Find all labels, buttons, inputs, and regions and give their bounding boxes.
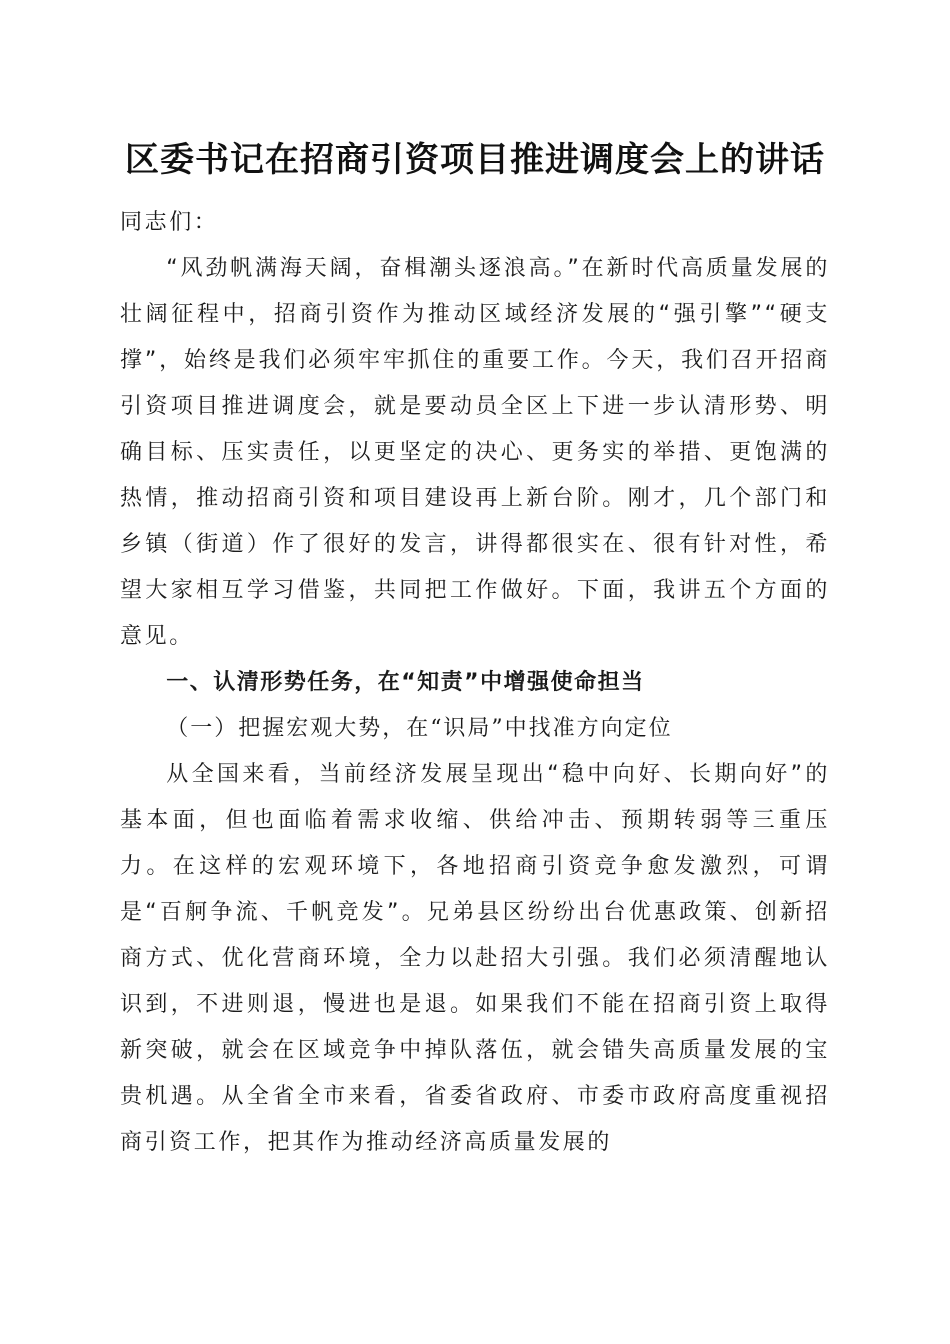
subsection-heading-1: （一）把握宏观大势，在“识局”中找准方向定位 [166,716,673,741]
salutation: 同志们： [120,210,219,235]
body-paragraph-1: 从全国来看，当前经济发展呈现出“稳中向好、长期向好”的基本面，但也面临着需求收缩、供给冲击、预期转弱等三重压力。在这样的宏观环境下，各地招商引资竞争愈发激烈，可谓是“百舸争流、千帆竞发”。兄弟县区纷纷出台优惠政策、创新招商方式、优化营商环境，全力以赴招大引强。我们必须清醒地认识到，不进则退，慢进也是退。如果我们不能在招商引资上取得新突破，就会在区域竞争中掉队落伍，就会错失高质量发展的宝贵机遇。从全省全市来看，省委省政府、市委市政府高度重视招商引资工作，把其作为推动经济高质量发展的 [120,762,830,1155]
section-heading-1: 一、认清形势任务，在“知责”中增强使命担当 [166,670,645,695]
document-title: 区委书记在招商引资项目推进调度会上的讲话 [125,140,825,180]
intro-paragraph: “风劲帆满海天阔，奋楫潮头逐浪高。”在新时代高质量发展的壮阔征程中，招商引资作为推动区域经济发展的“强引擎”“硬支撑”，始终是我们必须牢牢抓住的重要工作。今天，我们召开招商引资项目推进调度会，就是要动员全区上下进一步认清形势、明确目标、压实责任，以更坚定的决心、更务实的举措、更饱满的热情，推动招商引资和项目建设再上新台阶。刚才，几个部门和乡镇（街道）作了很好的发言，讲得都很实在、很有针对性，希望大家相互学习借鉴，共同把工作做好。下面，我讲五个方面的意见。 [120,256,830,649]
document-body [120,200,830,1166]
